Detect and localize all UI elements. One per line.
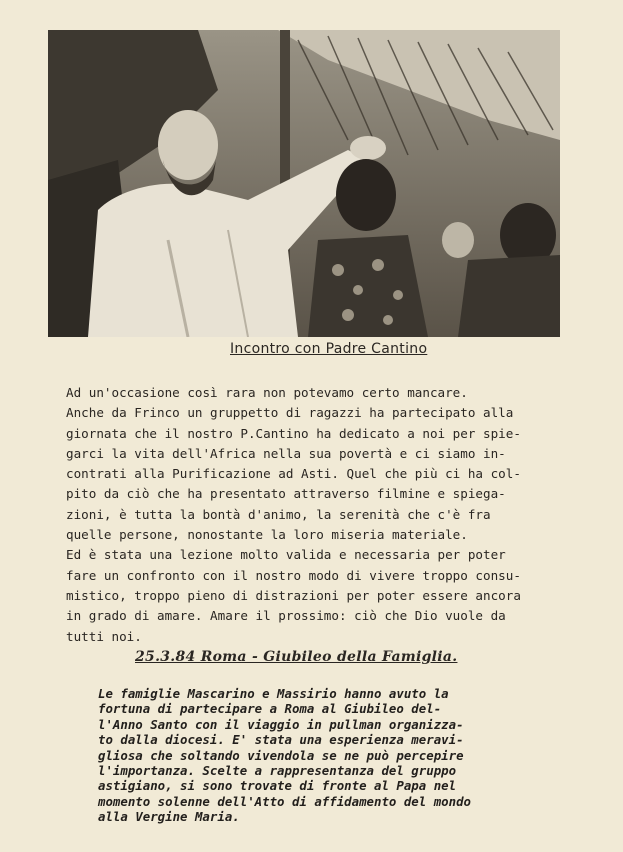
photo-padre-cantino [48, 30, 560, 337]
article-line: fare un confronto con il nostro modo di vivere troppo consu- [66, 567, 521, 583]
article-line: Ed è stata una lezione molto valida e necessaria per poter [66, 547, 506, 563]
section-body [98, 686, 593, 825]
article-line: tutti noi. [66, 628, 142, 644]
section-line: astigiano, si sono trovate di fronte al Papa nel [98, 778, 457, 794]
article-line: Anche da Frinco un gruppetto di ragazzi ha partecipato alla [66, 405, 514, 421]
article-line: mistico, troppo pieno di distrazioni per poter essere ancora [66, 587, 521, 603]
article-line: contrati alla Purificazione ad Asti. Quel che più ci ha col- [66, 466, 521, 482]
section-line: fortuna di partecipare a Roma al Giubileo del- [98, 701, 442, 717]
photo-caption: Incontro con Padre Cantino [230, 341, 428, 357]
article-line: giornata che il nostro P.Cantino ha dedicato a noi per spie- [66, 425, 521, 441]
article-line: Ad un'occasione così rara non potevamo certo mancare. [66, 385, 468, 400]
article-line: pito da ciò che ha presentato attraverso filmine e spiega- [66, 486, 506, 502]
section-line: alla Vergine Maria. [98, 809, 240, 825]
article-line: quelle persone, nonostante la loro miseria materiale. [66, 527, 468, 543]
article-line: in grado di amare. Amare il prossimo: ciò che Dio vuole da [66, 608, 506, 624]
section-line: l'importanza. Scelte a rappresentanza del gruppo [98, 762, 457, 778]
section-line: gliosa che soltando vivendola se ne può percepire [98, 747, 464, 763]
article-line: garci la vita dell'Africa nella sua povertà e ci siamo in- [66, 445, 506, 461]
section-line: l'Anno Santo con il viaggio in pullman organizza- [98, 716, 464, 732]
section-line: momento solenne dell'Atto di affidamento del mondo [98, 793, 471, 809]
section-title: 25.3.84 Roma - Giubileo della Famiglia. [135, 649, 458, 665]
section-line: to dalla diocesi. E' stata una esperienza meravi- [98, 732, 464, 748]
section-line: Le famiglie Mascarino e Massirio hanno avuto la [98, 686, 449, 701]
article-body [66, 383, 576, 647]
article-line: zioni, è tutta la bontà d'animo, la serenità che c'è fra [66, 506, 491, 522]
photo-icon [48, 30, 560, 337]
